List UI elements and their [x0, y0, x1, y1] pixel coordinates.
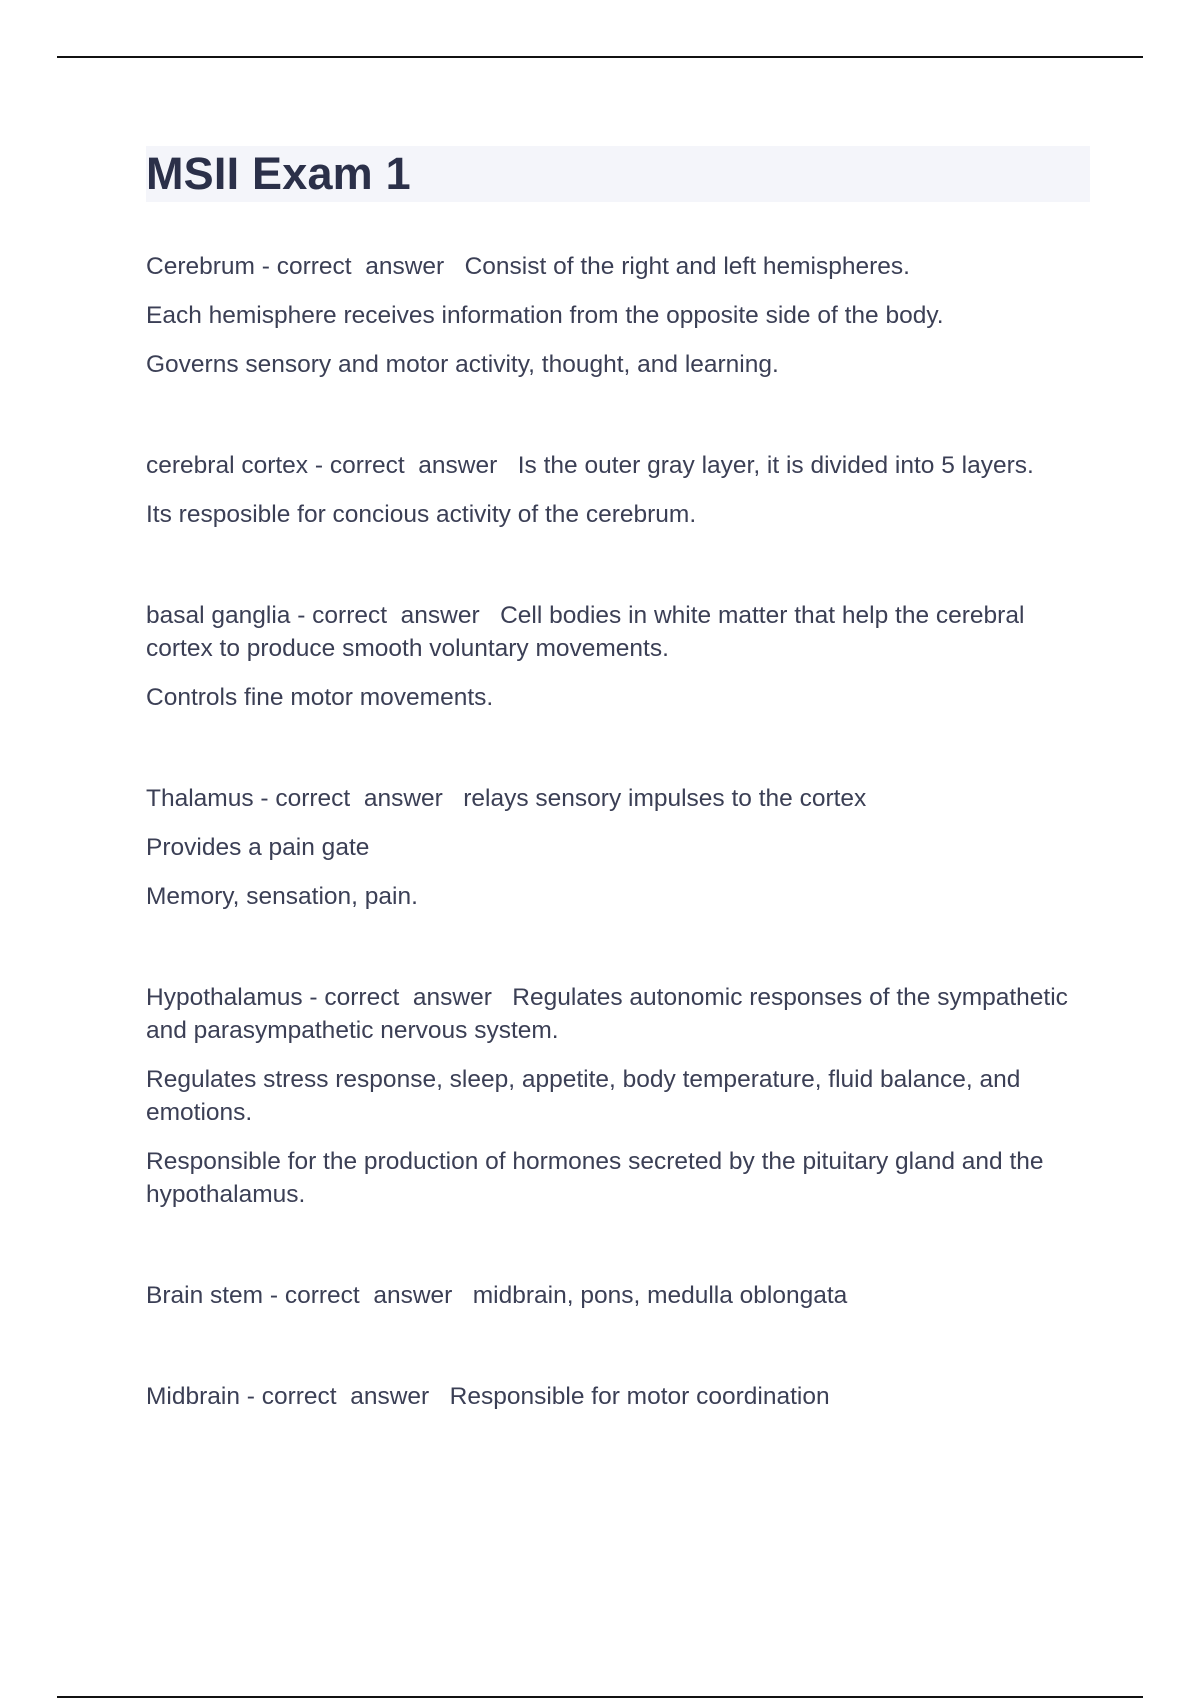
- entry-term: Hypothalamus: [146, 984, 303, 1011]
- entry-separator: - correct answer: [263, 1282, 473, 1309]
- entry-line: Responsible for the production of hormones secreted by the pituitary gland and the hypothalamus.: [146, 1148, 1051, 1208]
- entry-separator: - correct answer: [308, 452, 518, 479]
- entry-separator: - correct answer: [239, 1383, 450, 1410]
- entry-first-line: [146, 1380, 1090, 1413]
- entry-definition: Cell bodies in white matter that help the cerebral cortex to produce smooth voluntary movements.: [146, 602, 1032, 662]
- document-page: [146, 146, 1090, 1481]
- entry-definition: Consist of the right and left hemispheres.: [464, 253, 910, 280]
- entry-separator: - correct answer: [302, 984, 513, 1011]
- entry-definition: Regulates autonomic responses of the sympathetic and parasympathetic nervous system.: [146, 984, 1075, 1044]
- entry-first-line: [146, 981, 1090, 1047]
- entry-definition: midbrain, pons, medulla oblongata: [472, 1282, 848, 1309]
- entry-line: Memory, sensation, pain.: [146, 883, 418, 910]
- flashcard-entry-cerebrum: [146, 250, 1090, 381]
- entry-separator: - correct answer: [253, 785, 464, 812]
- entry-definition: Responsible for motor coordination: [449, 1383, 830, 1410]
- flashcard-entry-hypothalamus: [146, 981, 1090, 1211]
- entry-term: basal ganglia: [146, 602, 291, 629]
- flashcard-entry-thalamus: [146, 782, 1090, 913]
- flashcard-entry-brain-stem: [146, 1279, 1090, 1312]
- entry-line: Each hemisphere receives information from the opposite side of the body.: [146, 302, 944, 329]
- entry-term: Midbrain: [146, 1383, 240, 1410]
- document-title: MSII Exam 1: [146, 148, 411, 199]
- flashcard-entry-basal-ganglia: [146, 599, 1090, 714]
- entry-separator: - correct answer: [290, 602, 501, 629]
- entry-term: Brain stem: [146, 1282, 264, 1309]
- entry-term: Thalamus: [146, 785, 254, 812]
- bottom-rule: [57, 1696, 1143, 1698]
- entry-line: Controls fine motor movements.: [146, 684, 494, 711]
- entry-line: Its resposible for concious activity of the cerebrum.: [146, 501, 697, 528]
- entry-first-line: [146, 449, 1090, 482]
- entry-first-line: [146, 782, 1090, 815]
- entry-definition: Is the outer gray layer, it is divided into 5 layers.: [517, 452, 1034, 479]
- flashcard-entry-midbrain: [146, 1380, 1090, 1413]
- entry-separator: - correct answer: [254, 253, 465, 280]
- entry-term: Cerebrum: [146, 253, 255, 280]
- entry-line: Regulates stress response, sleep, appetite, body temperature, fluid balance, and emotions.: [146, 1066, 1028, 1126]
- top-rule: [57, 56, 1143, 58]
- entry-first-line: [146, 250, 1090, 283]
- entry-first-line: [146, 1279, 1090, 1312]
- entry-first-line: [146, 599, 1090, 665]
- entry-line: Governs sensory and motor activity, thought, and learning.: [146, 351, 779, 378]
- flashcard-entry-cerebral-cortex: [146, 449, 1090, 531]
- entry-definition: relays sensory impulses to the cortex: [463, 785, 867, 812]
- entry-term: cerebral cortex: [146, 452, 309, 479]
- entry-line: Provides a pain gate: [146, 834, 370, 861]
- flashcard-list: [146, 250, 1090, 1413]
- title-band: [146, 146, 1090, 202]
